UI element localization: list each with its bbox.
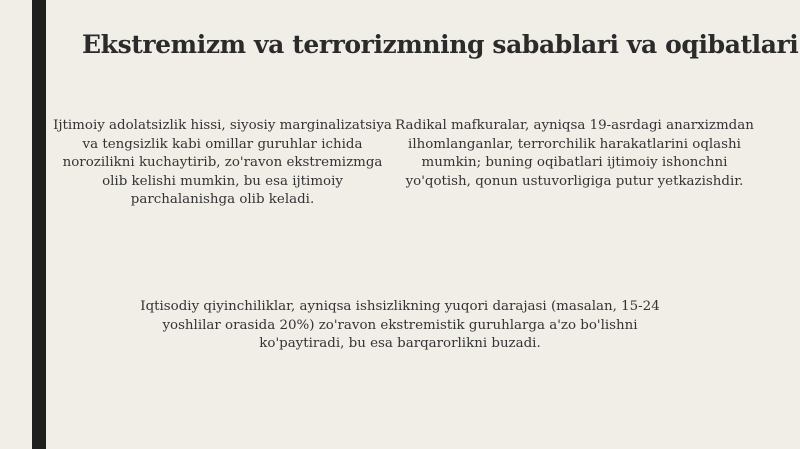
- paragraph-social-factors: Ijtimoiy adolatsizlik hissi, siyosiy marginalizatsiya va tengsizlik kabi omillar guruhlar ichida norozilikni kuchaytirib, zo'ravon ekstremizmga olib kelishi mumkin, bu esa ijtimoiy parchalanishga olib keladi.: [53, 118, 392, 207]
- paragraph-economic-factors: Iqtisodiy qiyinchiliklar, ayniqsa ishsizlikning yuqori darajasi (masalan, 15-24 yoshlilar orasida 20%) zo'ravon ekstremistik guruhlarga a'zo bo'lishni ko'paytiradi, bu esa barqarorlikni buzadi.: [140, 299, 660, 351]
- accent-bar: [32, 0, 46, 449]
- slide-title: Ekstremizm va terrorizmning sabablari va oqibatlari: [82, 30, 799, 59]
- paragraph-radical-ideologies: Radikal mafkuralar, ayniqsa 19-asrdagi anarxizmdan ilhomlanganlar, terrorchilik harakatlarini oqlashi mumkin; buning oqibatlari ijtimoiy ishonchni yo'qotish, qonun ustuvorligiga putur yetkazishdir.: [395, 118, 754, 189]
